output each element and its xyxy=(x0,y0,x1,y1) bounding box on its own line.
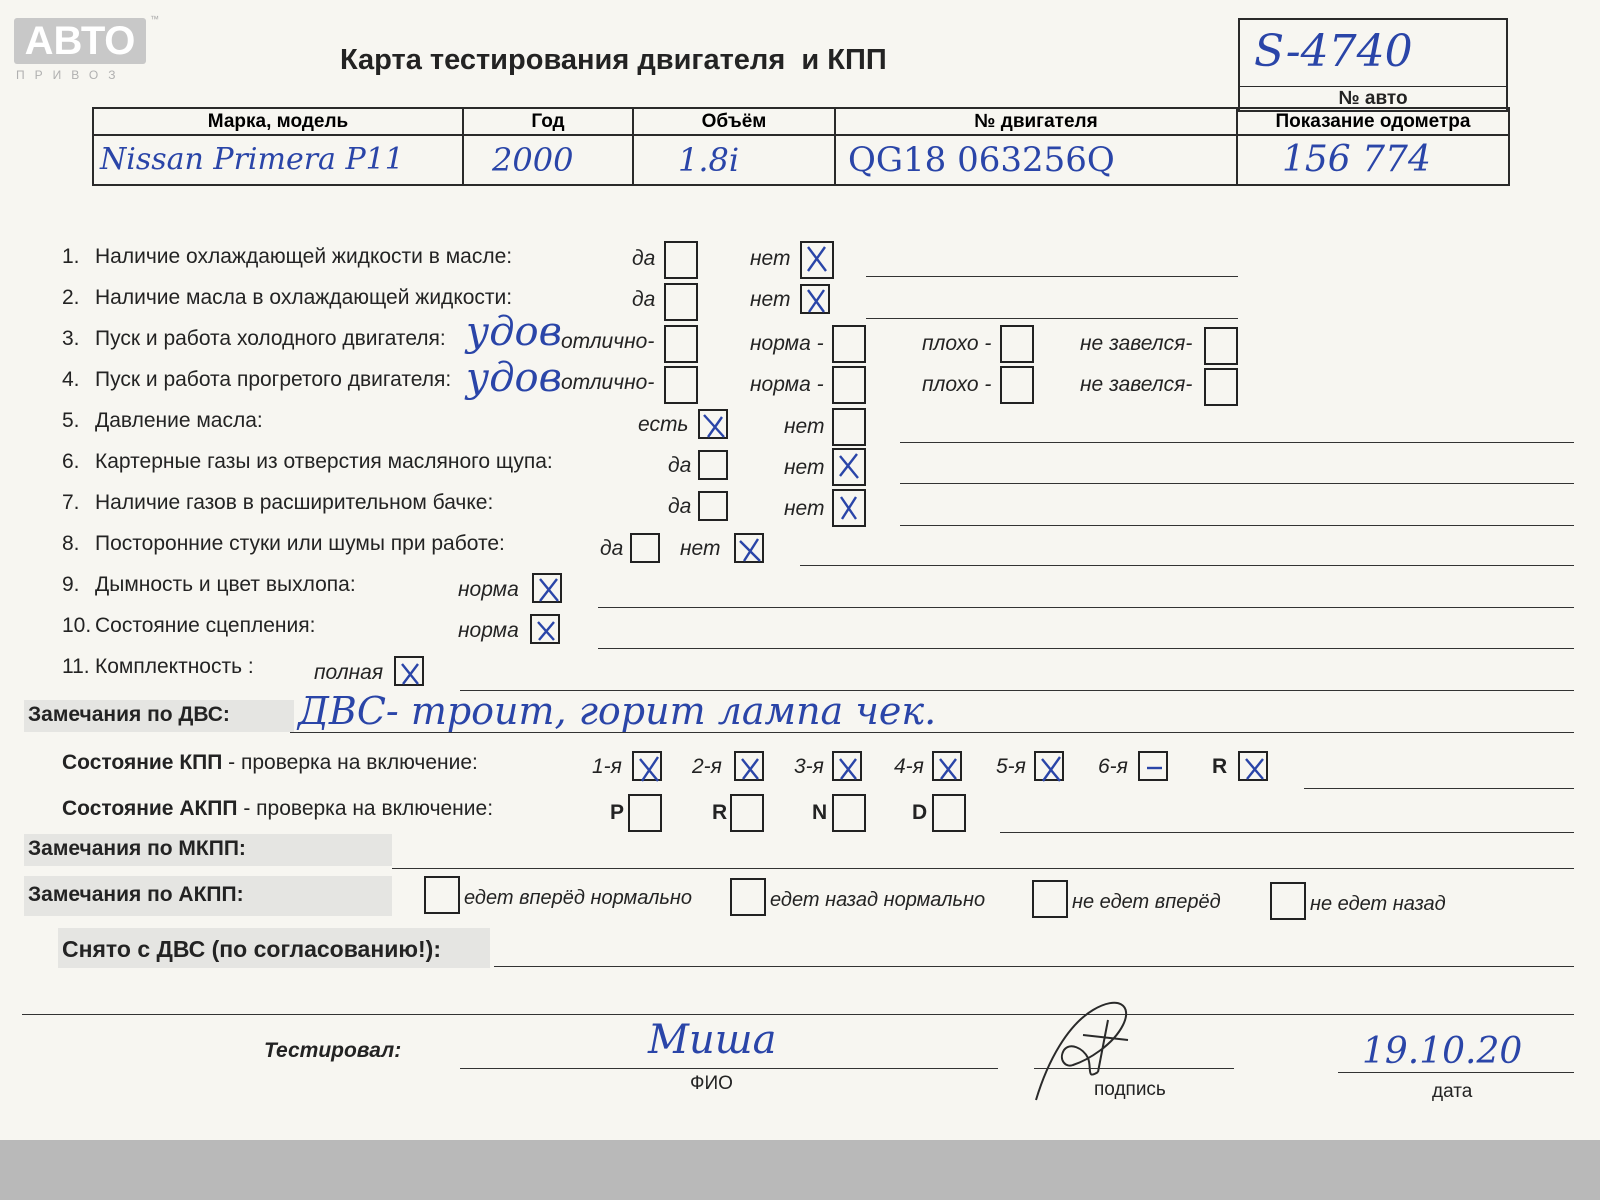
auto-gearbox-line xyxy=(1000,832,1574,833)
item-3-text: Пуск и работа холодного двигателя: xyxy=(95,327,446,350)
gear-3-label: 3-я xyxy=(794,755,824,778)
item-1-number: 1. xyxy=(62,245,80,268)
item-5-number: 5. xyxy=(62,409,80,432)
item-1-text: Наличие охлаждающей жидкости в масле: xyxy=(95,245,513,268)
item-5-no-checkbox[interactable] xyxy=(832,408,866,446)
item-7-opt-yes: да xyxy=(668,495,692,518)
item-10-opt-normal: норма xyxy=(458,619,519,642)
item-7-yes-checkbox[interactable] xyxy=(698,491,728,521)
gear-1-checkbox[interactable] xyxy=(632,751,662,781)
check-x-icon xyxy=(932,751,962,781)
item-6-opt-yes: да xyxy=(668,454,692,477)
item-6-opt-no: нет xyxy=(784,456,825,479)
item-3-excellent-checkbox[interactable] xyxy=(664,325,698,363)
remarks-manual-label: Замечания по МКПП: xyxy=(28,837,246,860)
item-1-yes-checkbox[interactable] xyxy=(664,241,698,279)
item-4-handwritten: удов xyxy=(466,355,562,401)
item-2-opt-no: нет xyxy=(750,288,791,311)
item-7-no-checkbox[interactable] xyxy=(832,489,866,527)
auto-no-reverse-label: не едет назад xyxy=(1310,893,1446,915)
item-9-opt-normal: норма xyxy=(458,578,519,601)
check-x-icon xyxy=(832,751,862,781)
removed-line xyxy=(494,966,1574,967)
gear-2-checkbox[interactable] xyxy=(734,751,764,781)
auto-reverse-ok-checkbox[interactable] xyxy=(730,878,766,916)
check-x-icon xyxy=(1034,751,1064,781)
item-4-opt-not-started: не завелся- xyxy=(1080,373,1193,396)
logo xyxy=(14,14,164,88)
auto-gearbox-label: Состояние АКПП - проверка на включение: xyxy=(62,797,494,820)
item-11-opt-full: полная xyxy=(314,661,384,684)
item-10-text: Состояние сцепления: xyxy=(95,614,316,637)
logo-brand: АВТО xyxy=(14,18,146,64)
logo-subtitle: ПРИВОЗ xyxy=(16,68,126,82)
date-line xyxy=(1338,1072,1574,1073)
gear-6-checkbox[interactable] xyxy=(1138,751,1168,781)
col-engine-number: № двигателя xyxy=(835,108,1237,135)
item-2-line xyxy=(866,318,1238,319)
value-year: 2000 xyxy=(463,135,633,185)
car-number-value: S-4740 xyxy=(1254,26,1413,77)
item-5-opt-yes: есть xyxy=(638,413,689,436)
mode-r-checkbox[interactable] xyxy=(730,794,764,832)
item-5-line xyxy=(900,442,1574,443)
item-2-text: Наличие масла в охлаждающей жидкости: xyxy=(95,286,513,309)
auto-reverse-ok-label: едет назад нормально xyxy=(770,889,986,911)
item-11-text: Комплектность : xyxy=(95,655,254,678)
gear-1-label: 1-я xyxy=(592,755,622,778)
item-6-number: 6. xyxy=(62,450,80,473)
item-8-text: Посторонние стуки или шумы при работе: xyxy=(95,532,505,555)
item-3-number: 3. xyxy=(62,327,80,350)
item-11-number: 11. xyxy=(62,655,90,678)
item-9-text: Дымность и цвет выхлопа: xyxy=(95,573,356,596)
item-10-line xyxy=(598,648,1574,649)
removed-line-2 xyxy=(22,1014,1574,1015)
item-9-number: 9. xyxy=(62,573,80,596)
car-number-label: № авто xyxy=(1240,86,1506,111)
item-6-line xyxy=(900,483,1574,484)
check-x-icon xyxy=(530,614,560,644)
gear-r-checkbox[interactable] xyxy=(1238,751,1268,781)
auto-no-forward-checkbox[interactable] xyxy=(1032,880,1068,918)
check-x-icon xyxy=(734,533,764,563)
mode-p-label: P xyxy=(610,801,625,824)
mode-n-checkbox[interactable] xyxy=(832,794,866,832)
item-10-normal-checkbox[interactable] xyxy=(530,614,560,644)
col-make-model: Марка, модель xyxy=(93,108,463,135)
gear-4-checkbox[interactable] xyxy=(932,751,962,781)
value-make-model: Nissan Primera P11 xyxy=(93,135,463,185)
item-8-yes-checkbox[interactable] xyxy=(630,533,660,563)
item-7-text: Наличие газов в расширительном бачке: xyxy=(95,491,494,514)
name-caption: ФИО xyxy=(690,1073,733,1094)
item-2-number: 2. xyxy=(62,286,80,309)
auto-forward-ok-checkbox[interactable] xyxy=(424,876,460,914)
auto-forward-ok-label: едет вперёд нормально xyxy=(464,887,693,909)
check-x-icon xyxy=(800,241,830,271)
item-4-text: Пуск и работа прогретого двигателя: xyxy=(95,368,452,391)
item-1-line xyxy=(866,276,1238,277)
mode-d-checkbox[interactable] xyxy=(932,794,966,832)
item-10-number: 10. xyxy=(62,614,92,637)
item-4-opt-excellent: отлично- xyxy=(561,371,655,394)
car-number-box xyxy=(1238,18,1508,112)
item-3-opt-normal: норма - xyxy=(750,332,824,355)
value-engine-number: QG18 063256Q xyxy=(835,135,1237,185)
item-7-opt-no: нет xyxy=(784,497,825,520)
item-3-opt-excellent: отлично- xyxy=(561,330,655,353)
item-9-normal-checkbox[interactable] xyxy=(532,573,562,603)
value-volume: 1.8i xyxy=(633,135,835,185)
gearbox-line xyxy=(1304,788,1574,789)
page-title: Карта тестирования двигателя и КПП xyxy=(340,44,887,76)
item-8-line xyxy=(800,565,1574,566)
gear-5-checkbox[interactable] xyxy=(1034,751,1064,781)
item-3-not-started-checkbox[interactable] xyxy=(1204,327,1238,365)
item-4-normal-checkbox[interactable] xyxy=(832,366,866,404)
value-odometer: 156 774 xyxy=(1237,135,1509,185)
item-4-bad-checkbox[interactable] xyxy=(1000,366,1034,404)
item-7-line xyxy=(900,525,1574,526)
logo-tm: ™ xyxy=(150,14,159,24)
check-x-icon xyxy=(832,489,862,519)
item-7-number: 7. xyxy=(62,491,80,514)
item-4-opt-bad: плохо - xyxy=(922,373,992,396)
gearbox-label: Состояние КПП - проверка на включение: xyxy=(62,751,478,774)
tester-name: Миша xyxy=(648,1017,777,1063)
check-x-icon xyxy=(532,573,562,603)
item-8-no-checkbox[interactable] xyxy=(734,533,764,563)
auto-no-forward-label: не едет вперёд xyxy=(1072,891,1221,913)
item-8-opt-yes: да xyxy=(600,537,624,560)
col-year: Год xyxy=(463,108,633,135)
item-11-full-checkbox[interactable] xyxy=(394,656,424,686)
mode-d-label: D xyxy=(912,801,928,824)
item-4-opt-normal: норма - xyxy=(750,373,824,396)
item-4-not-started-checkbox[interactable] xyxy=(1204,368,1238,406)
gear-3-checkbox[interactable] xyxy=(832,751,862,781)
item-4-excellent-checkbox[interactable] xyxy=(664,366,698,404)
item-5-yes-checkbox[interactable] xyxy=(698,409,728,439)
remarks-auto-label: Замечания по АКПП: xyxy=(28,883,244,906)
col-volume: Объём xyxy=(633,108,835,135)
item-2-yes-checkbox[interactable] xyxy=(664,283,698,321)
item-3-normal-checkbox[interactable] xyxy=(832,325,866,363)
item-8-number: 8. xyxy=(62,532,80,555)
item-6-no-checkbox[interactable] xyxy=(832,448,866,486)
gear-r-label: R xyxy=(1212,755,1228,778)
auto-no-reverse-checkbox[interactable] xyxy=(1270,882,1306,920)
check-x-icon xyxy=(1238,751,1268,781)
tested-by-label: Тестировал: xyxy=(264,1039,402,1062)
item-3-opt-not-started: не завелся- xyxy=(1080,332,1193,355)
item-6-yes-checkbox[interactable] xyxy=(698,450,728,480)
gear-5-label: 5-я xyxy=(996,755,1026,778)
remarks-engine-label: Замечания по ДВС: xyxy=(28,703,230,726)
check-x-icon xyxy=(734,751,764,781)
signature-caption: подпись xyxy=(1094,1079,1166,1100)
check-x-icon xyxy=(698,409,728,439)
item-4-number: 4. xyxy=(62,368,80,391)
item-3-opt-bad: плохо - xyxy=(922,332,992,355)
check-x-icon xyxy=(394,656,424,686)
item-9-line xyxy=(598,607,1574,608)
date-caption: дата xyxy=(1432,1081,1473,1102)
vehicle-info-table xyxy=(92,107,1510,186)
dash-mark-icon xyxy=(1138,751,1168,781)
signature-line xyxy=(1034,1068,1234,1069)
item-1-no-checkbox[interactable] xyxy=(800,241,834,279)
item-3-bad-checkbox[interactable] xyxy=(1000,325,1034,363)
remarks-engine-line xyxy=(290,732,1574,733)
mode-n-label: N xyxy=(812,801,828,824)
item-2-no-checkbox[interactable] xyxy=(800,284,830,314)
gear-6-label: 6-я xyxy=(1098,755,1128,778)
removed-label: Снято с ДВС (по согласованию!): xyxy=(62,936,441,962)
item-1-opt-no: нет xyxy=(750,247,791,270)
col-odometer: Показание одометра xyxy=(1237,108,1509,135)
item-6-text: Картерные газы из отверстия масляного щупа: xyxy=(95,450,553,473)
remarks-engine-value: ДВС- троит, горит лампа чек. xyxy=(298,689,937,733)
item-5-opt-no: нет xyxy=(784,415,825,438)
item-5-text: Давление масла: xyxy=(95,409,263,432)
item-1-opt-yes: да xyxy=(632,247,656,270)
mode-p-checkbox[interactable] xyxy=(628,794,662,832)
item-2-opt-yes: да xyxy=(632,288,656,311)
item-3-handwritten: удов xyxy=(466,309,562,355)
check-x-icon xyxy=(800,284,830,314)
mode-r-label: R xyxy=(712,801,728,824)
name-line xyxy=(460,1068,998,1069)
gear-4-label: 4-я xyxy=(894,755,924,778)
gear-2-label: 2-я xyxy=(692,755,722,778)
item-8-opt-no: нет xyxy=(680,537,721,560)
check-x-icon xyxy=(632,751,662,781)
check-x-icon xyxy=(832,448,862,478)
test-date: 19.10.20 xyxy=(1362,1031,1523,1072)
remarks-manual-line xyxy=(392,868,1574,869)
